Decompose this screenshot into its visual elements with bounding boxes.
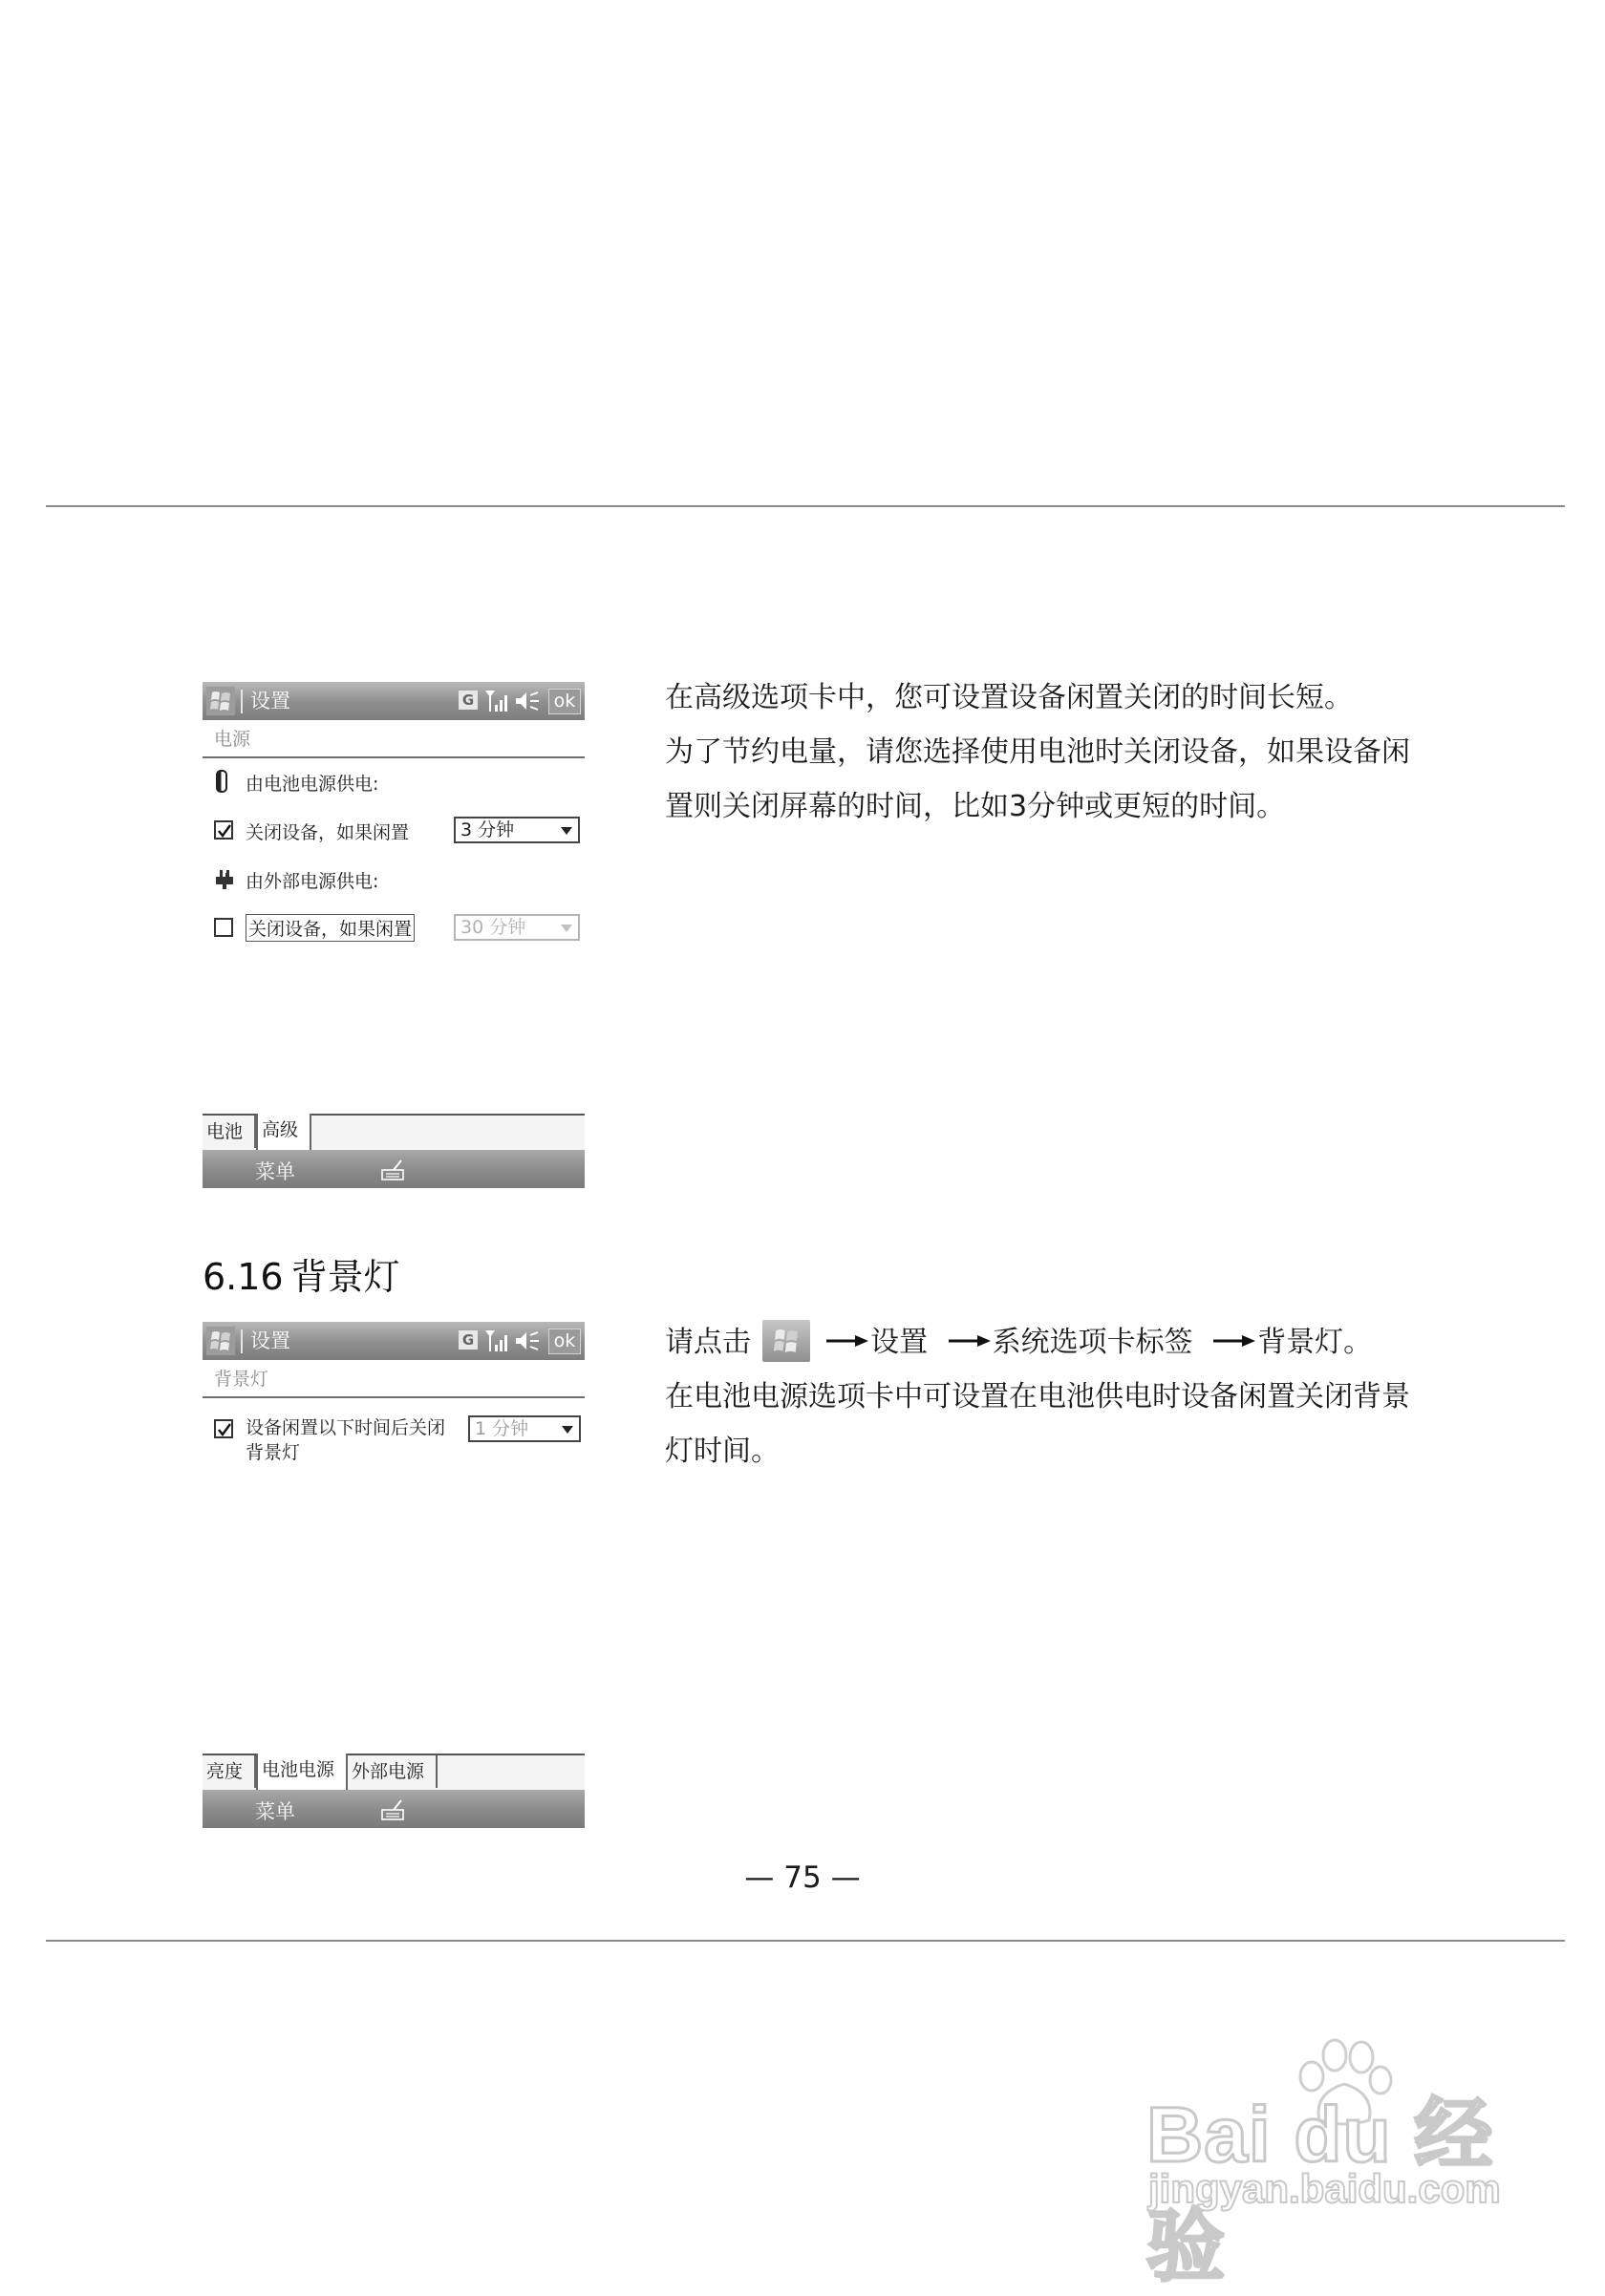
- menu-bar: [203, 1790, 585, 1828]
- page-number: — 75 —: [744, 1860, 861, 1895]
- top-rule: [46, 505, 1565, 507]
- backlight-description: [665, 1315, 1525, 1478]
- windows-start-icon[interactable]: [206, 1327, 235, 1355]
- signal-icon[interactable]: [483, 1328, 508, 1354]
- section-subhead: 电源: [203, 720, 585, 758]
- dropdown-arrow-icon: [561, 827, 572, 835]
- keyboard-icon[interactable]: [380, 1798, 407, 1821]
- keyboard-icon[interactable]: [380, 1159, 407, 1181]
- backlight-off-row: [203, 1417, 585, 1471]
- tab-battery[interactable]: 电池: [203, 1116, 256, 1148]
- window-title: 设置: [250, 690, 290, 712]
- volume-icon[interactable]: [514, 1329, 541, 1352]
- backlight-settings-screenshot: [203, 1322, 585, 1832]
- backlight-off-checkbox[interactable]: [214, 1419, 233, 1438]
- nav-step-system-tab: 系统选项卡标签: [992, 1326, 1193, 1359]
- section-title-text: 背景灯: [290, 1256, 400, 1298]
- external-off-row: [203, 916, 585, 945]
- watermark-url: jingyan.baidu.com: [1148, 2166, 1501, 2211]
- nav-prefix: 请点击: [665, 1326, 751, 1359]
- external-power-label: 由外部电源供电:: [246, 871, 379, 892]
- title-separator: [241, 1329, 243, 1353]
- arrow-right-icon: [826, 1333, 870, 1349]
- windows-start-icon: [762, 1320, 810, 1362]
- battery-power-label: 由电池电源供电:: [246, 774, 379, 795]
- text-line: 在高级选项卡中，您可设置设备闲置关闭的时间长短。: [665, 681, 1353, 714]
- backlight-off-label: [246, 1415, 445, 1465]
- battery-off-time-select[interactable]: [454, 817, 580, 843]
- external-off-label: 关闭设备，如果闲置: [246, 914, 415, 942]
- dropdown-arrow-icon: [562, 1426, 573, 1434]
- gprs-status-icon[interactable]: G: [459, 691, 478, 710]
- watermark-brand: Bai du 经验: [1146, 2092, 1494, 2290]
- nav-step-settings: 设置: [870, 1326, 929, 1359]
- backlight-off-label-line2: 背景灯: [246, 1442, 301, 1463]
- external-off-checkbox[interactable]: [214, 918, 233, 937]
- menu-bar: [203, 1150, 585, 1188]
- gprs-status-icon[interactable]: G: [459, 1330, 478, 1350]
- power-settings-screenshot: [203, 682, 585, 1188]
- tab-external-power[interactable]: 外部电源: [348, 1755, 438, 1788]
- section-number: 6.16: [203, 1256, 284, 1298]
- title-bar: [203, 1322, 585, 1360]
- section-subhead: 背景灯: [203, 1360, 585, 1398]
- title-separator: [241, 690, 243, 713]
- advanced-tab-description: [665, 670, 1525, 834]
- signal-icon[interactable]: [483, 688, 508, 714]
- external-off-time-select[interactable]: [454, 914, 580, 941]
- backlight-off-time-select[interactable]: [468, 1415, 581, 1442]
- text-line: 灯时间。: [665, 1435, 780, 1468]
- window-title: 设置: [250, 1329, 290, 1352]
- backlight-off-time-value: 1 分钟: [475, 1418, 529, 1439]
- external-off-time-value: 30 分钟: [460, 917, 526, 938]
- battery-icon: [216, 770, 227, 793]
- battery-power-row: [203, 770, 585, 797]
- arrow-right-icon: [949, 1333, 993, 1349]
- text-line: 为了节约电量，请您选择使用电池时关闭设备，如果设备闲: [665, 735, 1410, 769]
- tab-advanced[interactable]: 高级: [256, 1114, 311, 1150]
- section-heading: [203, 1247, 400, 1300]
- nav-step-backlight: 背景灯。: [1257, 1326, 1373, 1359]
- text-line: 置则关闭屏幕的时间，比如3分钟或更短的时间。: [665, 790, 1286, 823]
- text-line: 在电池电源选项卡中可设置在电池供电时设备闲置关闭背景: [665, 1380, 1410, 1414]
- battery-off-checkbox[interactable]: [214, 820, 233, 840]
- ok-button[interactable]: ok: [548, 689, 581, 714]
- ok-button[interactable]: ok: [548, 1329, 581, 1354]
- tab-battery-power[interactable]: 电池电源: [256, 1754, 348, 1790]
- menu-button[interactable]: 菜单: [255, 1800, 295, 1823]
- backlight-off-label-line1: 设备闲置以下时间后关闭: [246, 1417, 446, 1438]
- battery-off-label: 关闭设备，如果闲置: [246, 822, 410, 843]
- battery-off-time-value: 3 分钟: [460, 819, 515, 840]
- tab-strip: [203, 1114, 585, 1150]
- title-bar: [203, 682, 585, 720]
- dropdown-arrow-icon: [561, 925, 572, 932]
- windows-start-icon[interactable]: [206, 687, 235, 715]
- tab-brightness[interactable]: 亮度: [203, 1755, 256, 1788]
- volume-icon[interactable]: [514, 690, 541, 712]
- power-plug-icon: [212, 867, 237, 890]
- baidu-jingyan-watermark: [1137, 2034, 1557, 2290]
- external-power-row: [203, 867, 585, 894]
- tab-strip: [203, 1754, 585, 1790]
- battery-off-row: [203, 818, 585, 847]
- menu-button[interactable]: 菜单: [255, 1160, 295, 1183]
- arrow-right-icon: [1213, 1333, 1257, 1349]
- navigation-steps: [665, 1315, 1525, 1370]
- bottom-rule: [46, 1940, 1565, 1942]
